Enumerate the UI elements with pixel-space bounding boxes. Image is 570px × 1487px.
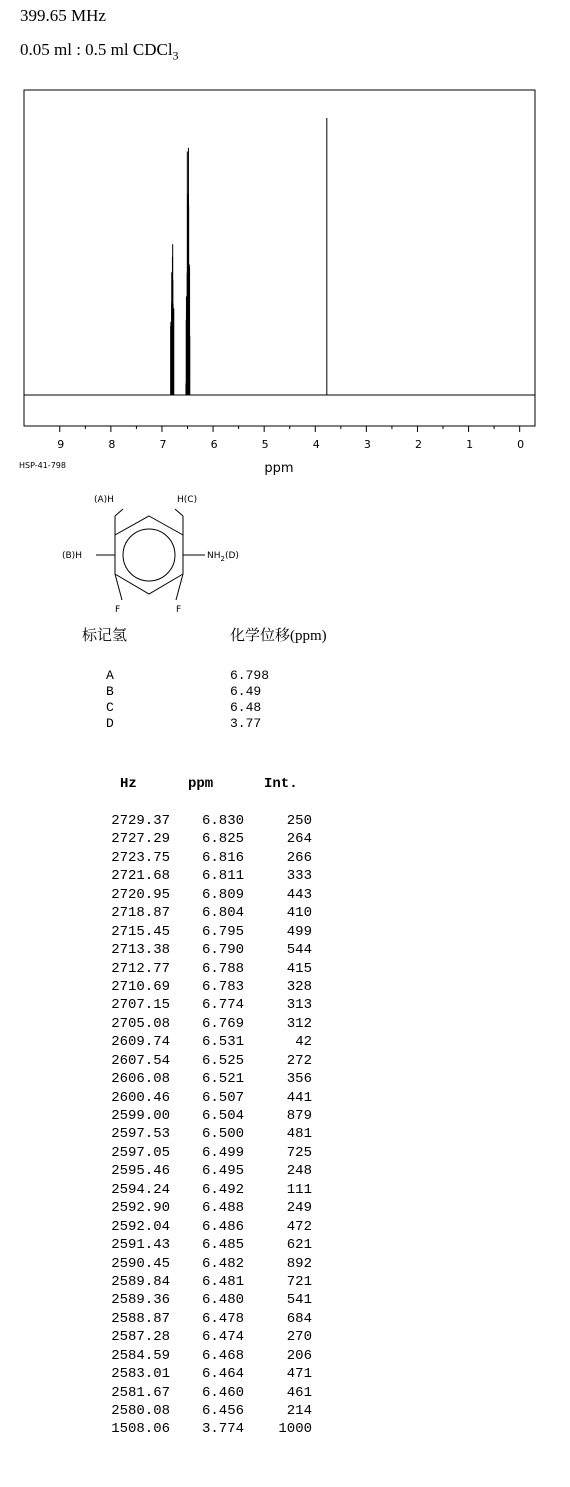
peak-ppm: 6.499 <box>201 1144 244 1161</box>
peak-ppm: 6.504 <box>201 1108 244 1124</box>
spectrometer-frequency: 399.65 MHz <box>20 6 106 25</box>
peak-ppm: 6.790 <box>201 942 244 959</box>
peak-ppm: 6.492 <box>201 1181 244 1198</box>
peak-hz: 2583.01 <box>111 1366 170 1383</box>
peak-int: 481 <box>286 1126 312 1143</box>
peak-hz: 2720.95 <box>111 886 170 903</box>
peak-int: 250 <box>286 813 312 829</box>
peak-ppm: 6.783 <box>201 978 244 995</box>
peak-row <box>98 1218 318 1236</box>
peak-int: 544 <box>286 942 312 959</box>
peak-ppm: 3.774 <box>201 1421 244 1438</box>
peak-hz: 2723.75 <box>111 849 170 866</box>
peak-ppm: 6.811 <box>201 868 244 885</box>
label-d-prefix: NH <box>207 551 221 561</box>
shift-row <box>100 716 400 732</box>
shift-label: A <box>106 668 114 683</box>
label-d-suffix: (D) <box>224 551 239 561</box>
peak-table <box>98 812 318 1439</box>
peak-row <box>98 1015 318 1033</box>
peak-row <box>98 1125 318 1143</box>
peak-hz: 2592.90 <box>111 1200 170 1217</box>
peak-row <box>98 1107 318 1125</box>
peak-int: 313 <box>286 997 312 1014</box>
x-tick-label: 2 <box>414 438 422 451</box>
peak-hz: 2590.45 <box>111 1255 170 1272</box>
peak-row <box>98 1347 318 1365</box>
peak-int: 111 <box>286 1181 312 1198</box>
peak-row <box>98 978 318 996</box>
peak-int: 248 <box>286 1163 312 1180</box>
peak-hz: 2712.77 <box>111 960 170 977</box>
peak-ppm: 6.481 <box>201 1273 244 1290</box>
peak-hz: 2729.37 <box>111 813 170 829</box>
peak-row <box>98 1384 318 1402</box>
peak-row <box>98 1052 318 1070</box>
peak-row <box>98 923 318 941</box>
peak-ppm: 6.478 <box>201 1310 244 1327</box>
label-c: H(C) <box>177 495 198 505</box>
peak-row <box>98 996 318 1014</box>
label-b: (B)H <box>62 551 82 561</box>
peak-hz: 2599.00 <box>111 1108 170 1124</box>
peak-int: 1000 <box>278 1421 312 1438</box>
x-tick-label: 5 <box>261 438 269 451</box>
shift-value: 6.798 <box>230 668 270 683</box>
shift-value: 3.77 <box>230 716 262 731</box>
peak-int: 272 <box>286 1052 312 1069</box>
peak-row <box>98 1365 318 1383</box>
shift-label: D <box>106 716 114 731</box>
peak-hz: 2595.46 <box>111 1163 170 1180</box>
peak-hz: 2715.45 <box>111 923 170 940</box>
shift-row <box>100 668 400 684</box>
peak-row <box>98 1199 318 1217</box>
peak-int: 621 <box>286 1237 312 1254</box>
peak-row <box>98 886 318 904</box>
peak-int: 312 <box>286 1015 312 1032</box>
peak-ppm: 6.825 <box>201 831 244 848</box>
peak-ppm: 6.456 <box>201 1403 244 1419</box>
peak-row <box>98 1162 318 1180</box>
peak-ppm: 6.464 <box>201 1366 244 1383</box>
peak-row <box>98 1402 318 1420</box>
peak-int: 270 <box>286 1329 312 1346</box>
shift-label: B <box>106 684 114 699</box>
molecule-structure <box>0 0 570 620</box>
peak-int: 499 <box>286 923 312 940</box>
peak-hz: 2588.87 <box>111 1310 170 1327</box>
peak-int: 892 <box>286 1255 312 1272</box>
peak-ppm: 6.488 <box>201 1200 244 1217</box>
x-tick-label: 7 <box>159 438 167 451</box>
benzene-ring <box>115 516 183 594</box>
peak-ppm: 6.816 <box>201 849 244 866</box>
peak-ppm: 6.769 <box>201 1015 244 1032</box>
sample-subscript: 3 <box>172 48 179 63</box>
x-tick-label: 3 <box>363 438 371 451</box>
peak-row <box>98 1089 318 1107</box>
x-tick-label: 8 <box>108 438 116 451</box>
shift-col1-header: 标记氢 <box>82 628 128 644</box>
x-axis-label: ppm <box>264 461 294 476</box>
peak-int: 684 <box>286 1310 312 1327</box>
header-ppm: ppm <box>188 776 214 792</box>
peak-hz: 2721.68 <box>111 868 170 885</box>
ring-substituent-bonds <box>96 509 205 600</box>
peak-ppm: 6.804 <box>201 905 244 922</box>
peak-row <box>98 849 318 867</box>
peak-row <box>98 1273 318 1291</box>
peak-hz: 2718.87 <box>111 905 170 922</box>
peak-ppm: 6.474 <box>201 1329 244 1346</box>
peak-ppm: 6.788 <box>201 960 244 977</box>
peak-int: 410 <box>286 905 312 922</box>
peak-ppm: 6.521 <box>201 1071 244 1088</box>
peak-hz: 2591.43 <box>111 1237 170 1254</box>
shift-row <box>100 700 400 716</box>
label-d-sub: 2 <box>220 555 225 563</box>
peak-int: 721 <box>286 1273 312 1290</box>
peak-hz: 2592.04 <box>111 1218 170 1235</box>
peak-ppm: 6.525 <box>201 1052 244 1069</box>
peak-hz: 2713.38 <box>111 942 170 959</box>
peak-hz: 2580.08 <box>111 1403 170 1419</box>
peak-row <box>98 1328 318 1346</box>
peak-row <box>98 904 318 922</box>
peak-int: 266 <box>286 849 312 866</box>
peak-row <box>98 830 318 848</box>
label-f1: F <box>115 605 121 615</box>
peak-hz: 2597.53 <box>111 1126 170 1143</box>
shift-value: 6.49 <box>230 684 262 699</box>
spectrum-code: HSP-41-798 <box>19 461 66 470</box>
peak-hz: 2584.59 <box>111 1347 170 1364</box>
peak-ppm: 6.500 <box>201 1126 244 1143</box>
peak-hz: 2606.08 <box>111 1071 170 1088</box>
header-hz: Hz <box>120 776 137 792</box>
peak-hz: 2705.08 <box>111 1015 170 1032</box>
shift-label: C <box>106 700 114 715</box>
peak-int: 441 <box>286 1089 312 1106</box>
peak-int: 206 <box>286 1347 312 1364</box>
label-f2: F <box>176 605 182 615</box>
peak-ppm: 6.468 <box>201 1347 244 1364</box>
peak-row <box>98 1144 318 1162</box>
shift-table <box>100 668 400 732</box>
peak-ppm: 6.486 <box>201 1218 244 1235</box>
peak-row <box>98 1181 318 1199</box>
peak-int: 214 <box>286 1403 312 1419</box>
peak-row <box>98 867 318 885</box>
peak-hz: 2607.54 <box>111 1052 170 1069</box>
peak-ppm: 6.460 <box>201 1384 244 1401</box>
sample-prefix: 0.05 ml : 0.5 ml CDCl <box>20 40 173 59</box>
peak-hz: 2594.24 <box>111 1181 170 1198</box>
peak-int: 249 <box>286 1200 312 1217</box>
peak-hz: 2589.36 <box>111 1292 170 1309</box>
peak-row <box>98 1310 318 1328</box>
peak-int: 333 <box>286 868 312 885</box>
peak-ppm: 6.482 <box>201 1255 244 1272</box>
peak-hz: 2727.29 <box>111 831 170 848</box>
peak-row <box>98 1070 318 1088</box>
header-int: Int. <box>264 776 298 792</box>
x-tick-label: 4 <box>312 438 320 451</box>
shift-col2-header: 化学位移(ppm) <box>230 628 327 644</box>
x-tick-label: 1 <box>466 438 474 451</box>
peak-hz: 2597.05 <box>111 1144 170 1161</box>
peak-int: 472 <box>286 1218 312 1235</box>
peak-row <box>98 941 318 959</box>
peak-ppm: 6.480 <box>201 1292 244 1309</box>
peak-ppm: 6.830 <box>201 813 244 829</box>
peak-hz: 2707.15 <box>111 997 170 1014</box>
peak-int: 264 <box>286 831 312 848</box>
peak-ppm: 6.485 <box>201 1237 244 1254</box>
peak-row <box>98 1033 318 1051</box>
peak-int: 328 <box>286 978 312 995</box>
peak-ppm: 6.774 <box>201 997 244 1014</box>
peak-ppm: 6.507 <box>201 1089 244 1106</box>
x-tick-label: 0 <box>517 438 525 451</box>
peak-ppm: 6.795 <box>201 923 244 940</box>
peak-hz: 2710.69 <box>111 978 170 995</box>
x-tick-label: 6 <box>210 438 218 451</box>
peak-hz: 1508.06 <box>111 1421 170 1438</box>
peak-row <box>98 1420 318 1438</box>
peak-int: 443 <box>286 886 312 903</box>
peak-int: 471 <box>286 1366 312 1383</box>
label-a: (A)H <box>94 495 114 505</box>
shift-row <box>100 684 400 700</box>
peak-row <box>98 1255 318 1273</box>
peak-table-header <box>100 776 360 796</box>
peak-ppm: 6.495 <box>201 1163 244 1180</box>
peak-int: 356 <box>286 1071 312 1088</box>
peak-hz: 2581.67 <box>111 1384 170 1401</box>
peak-hz: 2589.84 <box>111 1273 170 1290</box>
peak-int: 541 <box>286 1292 312 1309</box>
peak-ppm: 6.809 <box>201 886 244 903</box>
label-d <box>207 551 239 563</box>
peak-int: 42 <box>295 1034 312 1051</box>
peak-hz: 2609.74 <box>111 1034 170 1051</box>
peak-int: 461 <box>286 1384 312 1401</box>
peak-int: 725 <box>286 1144 312 1161</box>
peak-hz: 2600.46 <box>111 1089 170 1106</box>
peak-int: 879 <box>286 1108 312 1124</box>
x-tick-label: 9 <box>57 438 65 451</box>
peak-row <box>98 1236 318 1254</box>
peak-row <box>98 960 318 978</box>
shift-value: 6.48 <box>230 700 262 715</box>
peak-ppm: 6.531 <box>201 1034 244 1051</box>
peak-row <box>98 1291 318 1309</box>
peak-hz: 2587.28 <box>111 1329 170 1346</box>
peak-row <box>98 812 318 830</box>
peak-int: 415 <box>286 960 312 977</box>
